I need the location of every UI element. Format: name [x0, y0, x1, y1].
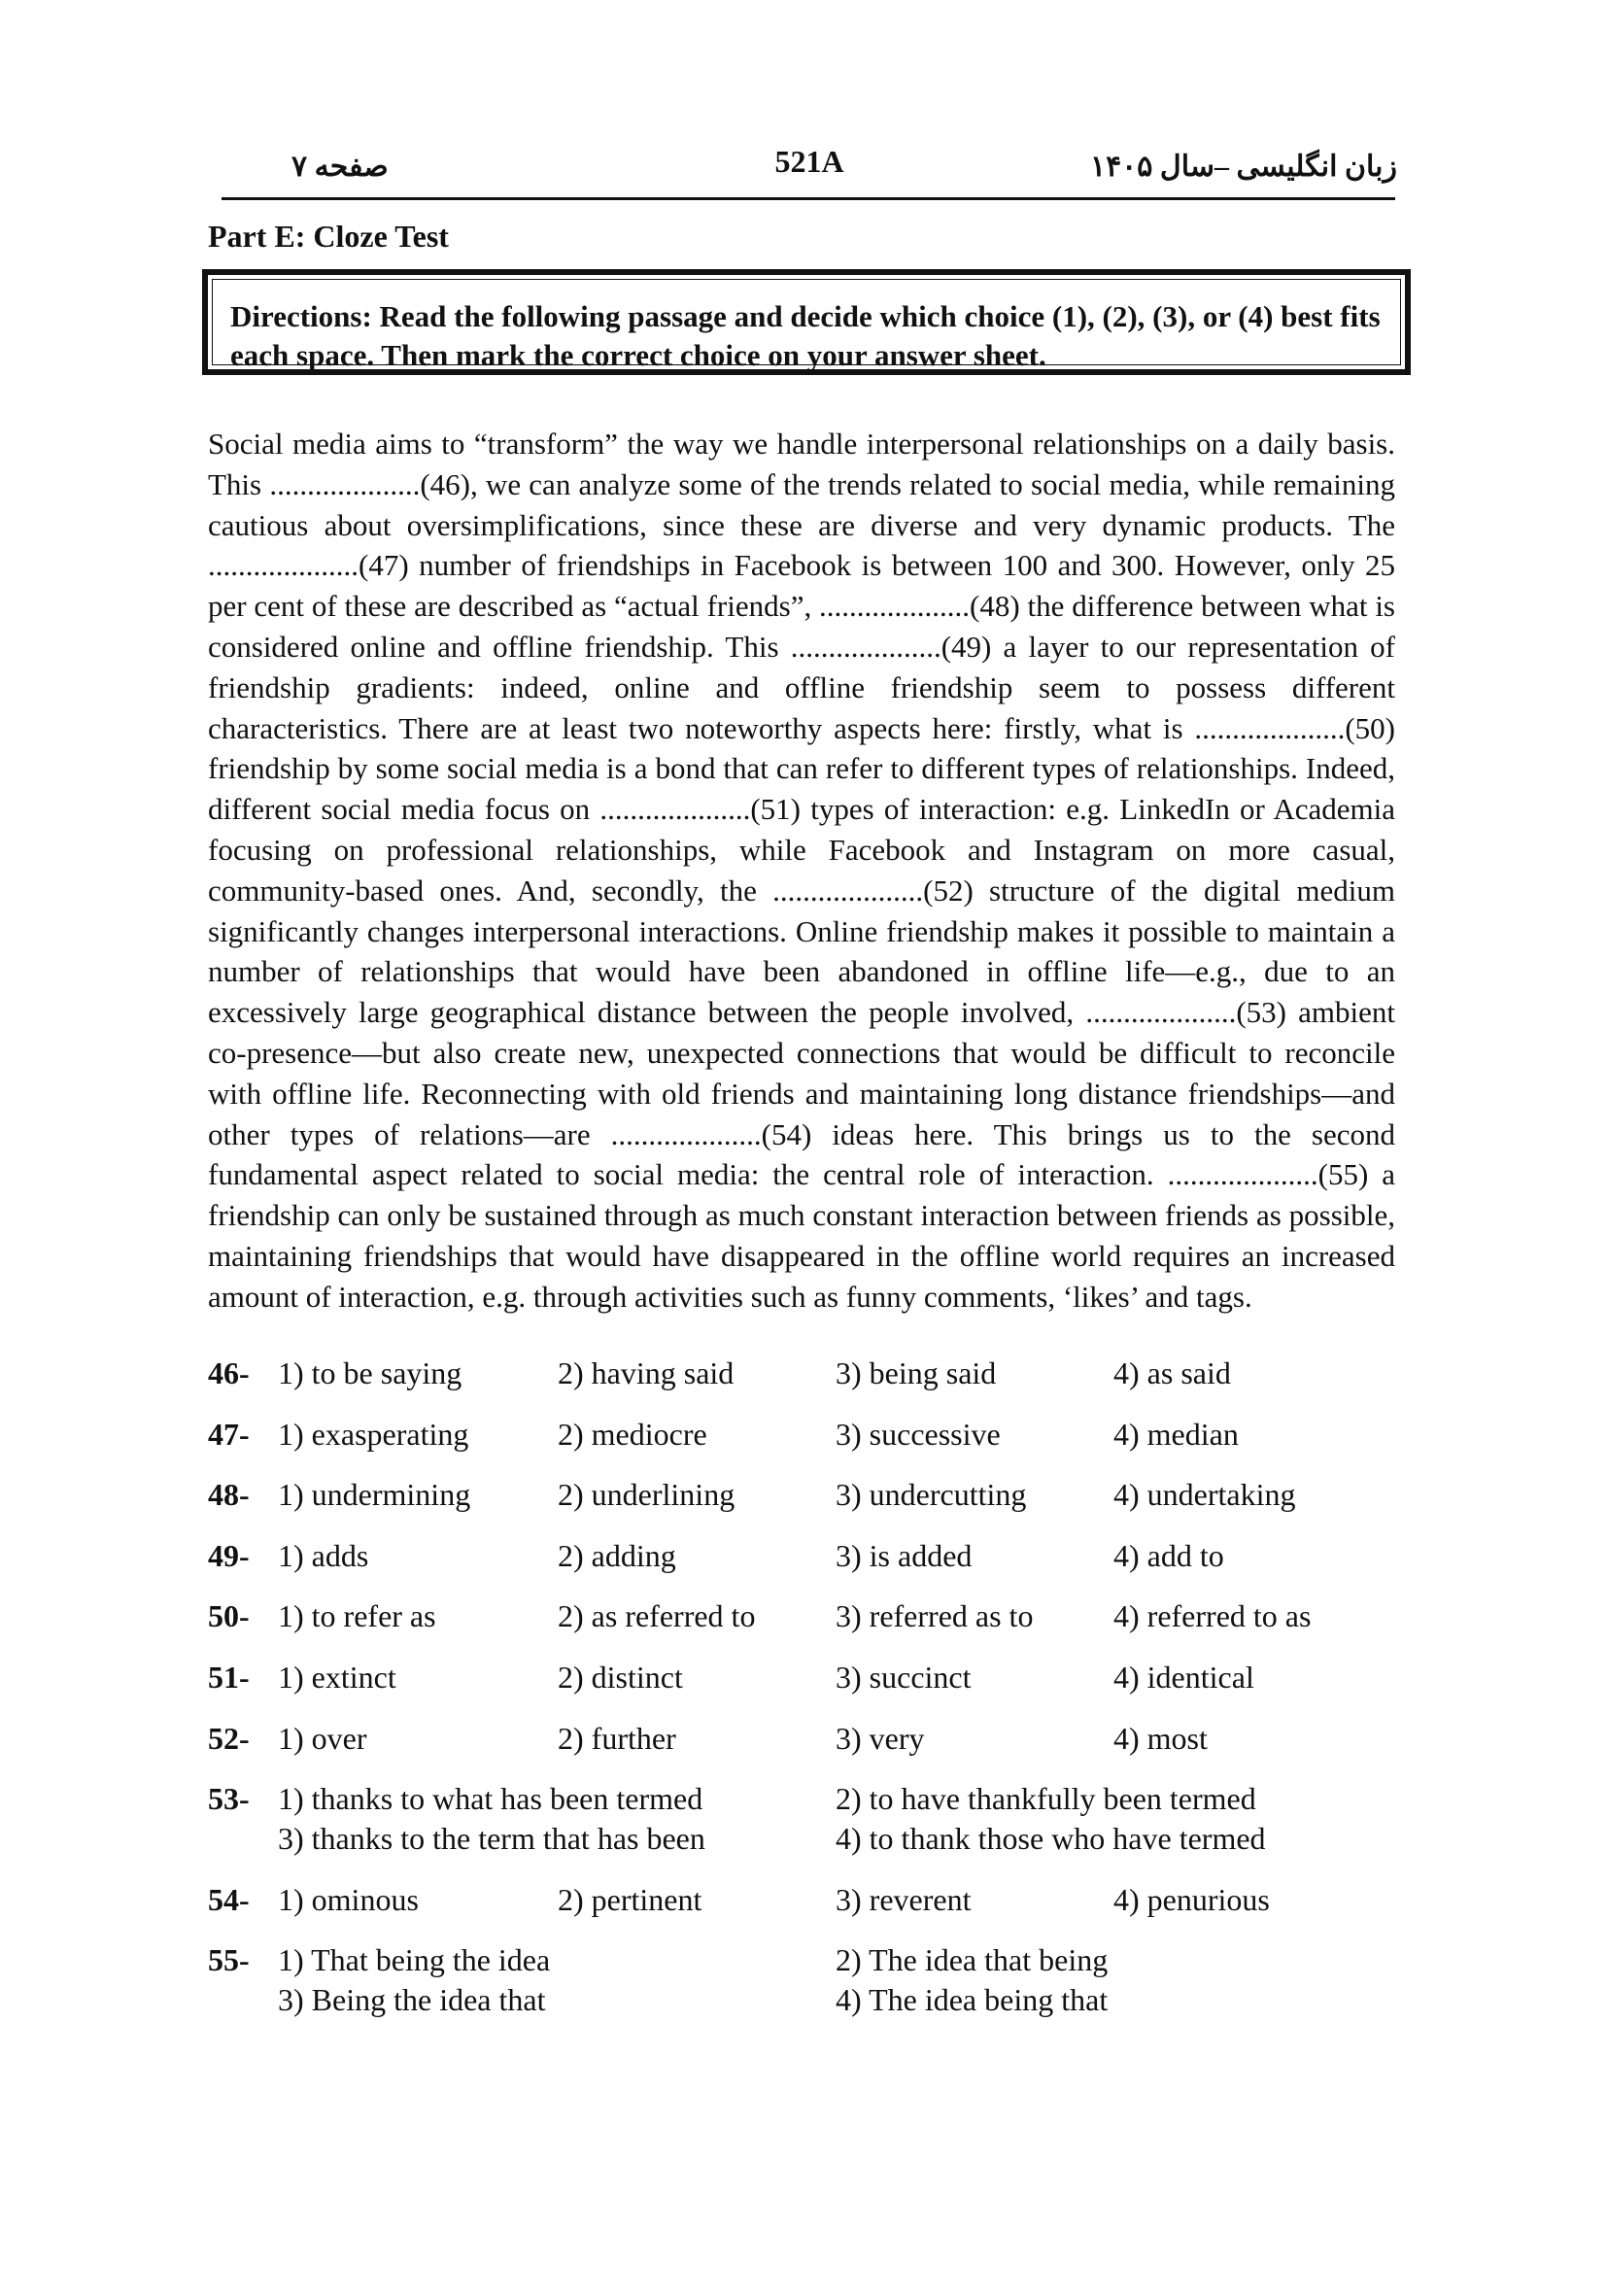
option-4: 4) penurious [1113, 1881, 1270, 1917]
question-number: 49- [208, 1537, 250, 1573]
option-3: 3) reverent [836, 1881, 972, 1917]
option-2: 2) The idea that being [836, 1942, 1109, 1978]
option-1: 1) That being the idea [278, 1942, 551, 1978]
option-2: 2) underlining [558, 1477, 735, 1513]
option-4: 4) most [1113, 1720, 1208, 1756]
option-3: 3) undercutting [836, 1477, 1027, 1513]
question-50 [208, 1596, 1395, 1636]
option-3: 3) referred as to [836, 1598, 1034, 1634]
option-2: 2) as referred to [558, 1598, 756, 1634]
question-53 [208, 1779, 1395, 1859]
question-47 [208, 1415, 1395, 1455]
question-number: 47- [208, 1416, 250, 1452]
option-3: 3) Being the idea that [278, 1982, 546, 2018]
part-title: Part E: Cloze Test [208, 219, 449, 254]
question-number: 53- [208, 1781, 250, 1817]
option-4: 4) The idea being that [836, 1982, 1109, 2018]
subject-label: زبان انگلیسی –سال ۱۴۰۵ [1089, 151, 1397, 183]
question-54 [208, 1880, 1395, 1920]
question-number: 52- [208, 1720, 250, 1756]
question-number: 46- [208, 1355, 250, 1390]
question-number: 55- [208, 1942, 250, 1978]
option-4: 4) add to [1113, 1537, 1224, 1573]
option-1: 1) thanks to what has been termed [278, 1781, 703, 1817]
option-4: 4) referred to as [1113, 1598, 1312, 1634]
header-divider [222, 197, 1395, 200]
option-3: 3) succinct [836, 1659, 972, 1695]
page-header [222, 144, 1397, 190]
option-4: 4) to thank those who have termed [836, 1821, 1266, 1857]
booklet-code: 521A [774, 144, 844, 179]
question-46 [208, 1354, 1395, 1393]
option-2: 2) distinct [558, 1659, 683, 1695]
option-4: 4) median [1113, 1416, 1239, 1452]
option-2: 2) mediocre [558, 1416, 707, 1452]
option-1: 1) exasperating [278, 1416, 469, 1452]
option-3: 3) is added [836, 1537, 973, 1573]
directions-text: Directions: Read the following passage and decide which choice (1), (2), (3), or (4) best fits each space. Then mark the correct choice on your answer sheet. [212, 279, 1401, 365]
option-3: 3) successive [836, 1416, 1001, 1452]
option-3: 3) being said [836, 1355, 997, 1390]
directions-box [202, 269, 1411, 375]
question-list [208, 1354, 1395, 2041]
option-3: 3) very [836, 1720, 925, 1756]
option-1: 1) to be saying [278, 1355, 462, 1390]
option-1: 1) over [278, 1720, 367, 1756]
question-number: 50- [208, 1598, 250, 1634]
option-4: 4) as said [1113, 1355, 1231, 1390]
option-2: 2) further [558, 1720, 676, 1756]
page-number-label: صفحه ۷ [291, 151, 389, 183]
question-number: 48- [208, 1477, 250, 1513]
option-3: 3) thanks to the term that has been [278, 1821, 705, 1857]
option-1: 1) ominous [278, 1881, 419, 1917]
option-1: 1) extinct [278, 1659, 396, 1695]
option-1: 1) to refer as [278, 1598, 436, 1634]
option-2: 2) pertinent [558, 1881, 702, 1917]
passage-text: Social media aims to “transform” the way we handle interpersonal relationships on a daily basis. This ....................(46), we can analyze some of the trends related to social media, while remaining cautious about oversimplifications, since these are diverse and very dynamic products. The ....................(47) number of friendships in Facebook is between 100 and 300. However, only 25 per cent of these are described as “actual friends”, ....................(48) the difference between what is considered online and offline friendship. This ....................(49) a layer to our representation of friendship gradients: indeed, online and offline friendship seem to possess different characteristics. There are at least two noteworthy aspects here: firstly, what is ....................(50) friendship by some social media is a bond that can refer to different types of relationships. Indeed, different social media focus on ....................(51) types of interaction: e.g. LinkedIn or Academia focusing on professional relationships, while Facebook and Instagram on more casual, community-based ones. And, secondly, the ....................(52) structure of the digital medium significantly changes interpersonal interactions. Online friendship makes it possible to maintain a number of relationships that would have been abandoned in offline life—e.g., due to an excessively large geographical distance between the people involved, ....................(53) ambient co-presence—but also create new, unexpected connections that would be difficult to reconcile with offline life. Reconnecting with old friends and maintaining long distance friendships—and other types of relations—are ....................(54) ideas here. This brings us to the second fundamental aspect related to social media: the central role of interaction. ....................(55) a friendship can only be sustained through as much constant interaction between friends as possible, maintaining friendships that would have disappeared in the offline world requires an increased amount of interaction, e.g. through activities such as funny comments, ‘likes’ and tags. [208, 427, 1395, 1314]
option-4: 4) identical [1113, 1659, 1254, 1695]
option-2: 2) having said [558, 1355, 735, 1390]
option-4: 4) undertaking [1113, 1477, 1296, 1513]
cloze-passage [208, 424, 1395, 1318]
question-55 [208, 1940, 1395, 2020]
option-2: 2) adding [558, 1537, 676, 1573]
question-number: 54- [208, 1881, 250, 1917]
question-48 [208, 1475, 1395, 1515]
option-1: 1) undermining [278, 1477, 471, 1513]
question-49 [208, 1536, 1395, 1576]
option-2: 2) to have thankfully been termed [836, 1781, 1256, 1817]
option-1: 1) adds [278, 1537, 369, 1573]
question-51 [208, 1658, 1395, 1697]
question-number: 51- [208, 1659, 250, 1695]
question-52 [208, 1719, 1395, 1759]
